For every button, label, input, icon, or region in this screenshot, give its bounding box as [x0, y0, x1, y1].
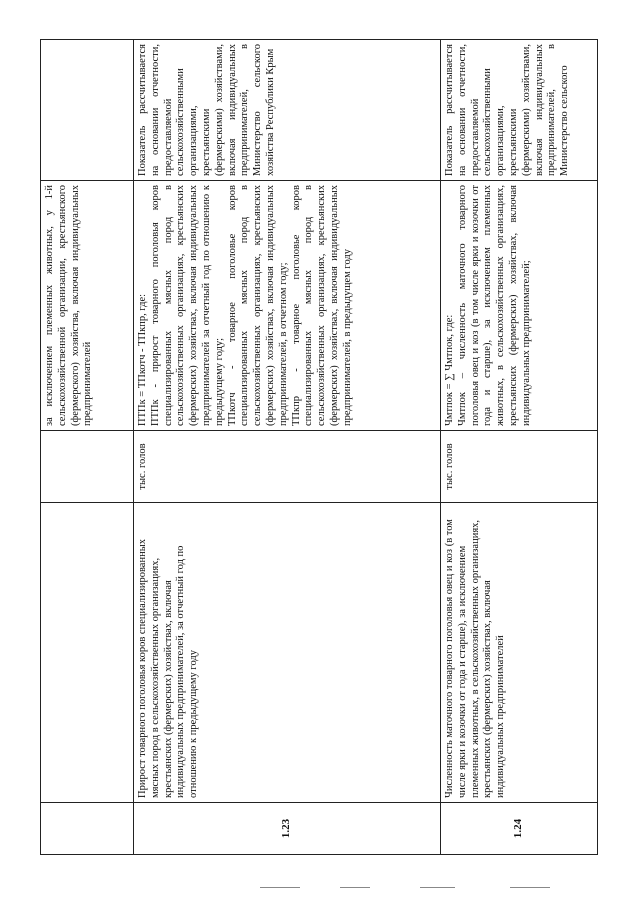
unit-of-measure: тыс. голов: [441, 431, 598, 503]
scan-footer-marks: [260, 887, 590, 891]
cell-formula-continued: за исключением племенных животных, у 1-й сельскохозяйственной организации, крестьянского (фермерского) хозяйства, включая индивидуальных предпринимателей: [41, 181, 134, 431]
cell-source-empty: [41, 40, 134, 181]
formula-line: Чмтпок = ∑ Чмтпок, где:: [444, 314, 455, 426]
formula-line: ПТПк = ТПкотч - ТПкпр, где:: [137, 293, 148, 426]
unit-of-measure: тыс. голов: [134, 431, 441, 503]
table-row-continuation: [41, 40, 134, 855]
row-number: 1.23: [134, 803, 441, 855]
cell-number-empty: [41, 803, 134, 855]
indicators-table: [40, 39, 598, 855]
formula-line: ТПкотч - товарное поголовье коров специализированных мясных пород в сельскохозяйственных организациях, крестьянских (фермерских) хозяйствах, включая индивидуальных предпринимателей, в отчетном году;: [226, 185, 289, 426]
indicator-name: Прирост товарного поголовья коров специализированных мясных пород в сельскохозяйственных организациях, крестьянских (фермерских) хозяйствах, включая индивидуальных предпринимателей, за отчетный год по отношению к предыдущему году: [134, 503, 441, 803]
data-source: Показатель рассчитывается на основании отчетности, предоставляемой сельскохозяйственными организациями, крестьянскими (фермерскими) хозяйствами, включая индивидуальных предпринимателей, в Министерство сельского: [441, 40, 598, 181]
table-row: [134, 40, 441, 855]
indicator-name: Численность маточного товарного поголовья овец и коз (в том числе ярки и козочки от года и старше), за исключением племенных животных, в сельскохозяйственных организациях, крестьянских (фермерских) хозяйствах, включая индивидуальных предпринимателей: [441, 503, 598, 803]
formula-line: ПТПк - прирост товарного поголовья коров специализированных мясных пород в сельскохозяйственных организациях, крестьянских (фермерских) хозяйствах, включая индивидуальных предпринимателей за отчетный год по отношению к предыдущему году;: [149, 185, 225, 426]
formula-line: Чмтпок – численность маточного товарного поголовья овец и коз (в том числе ярки и козочки от года и старше), за исключением племенных животных, в сельскохозяйственных организациях, крестьянских (фермерских) хозяйствах, включая индивидуальных предпринимателей;: [456, 185, 532, 426]
cell-unit-empty: [41, 431, 134, 503]
rotated-table-container: [40, 40, 585, 855]
formula-line: ТПкпр - товарное поголовье коров специализированных мясных пород в сельскохозяйственных организациях, крестьянских (фермерских) хозяйствах, включая индивидуальных предпринимателей, в предыдущем году: [290, 185, 353, 426]
data-source: Показатель рассчитывается на основании отчетности, предоставляемой сельскохозяйственными организациями, крестьянскими (фермерскими) хозяйствами, включая индивидуальных предпринимателей, в Министерство сельского хозяйства Республики Крым: [134, 40, 441, 181]
calculation-formula: [134, 181, 441, 431]
table-row: [441, 40, 598, 855]
calculation-formula: [441, 181, 598, 431]
row-number: 1.24: [441, 803, 598, 855]
cell-indicator-empty: [41, 503, 134, 803]
